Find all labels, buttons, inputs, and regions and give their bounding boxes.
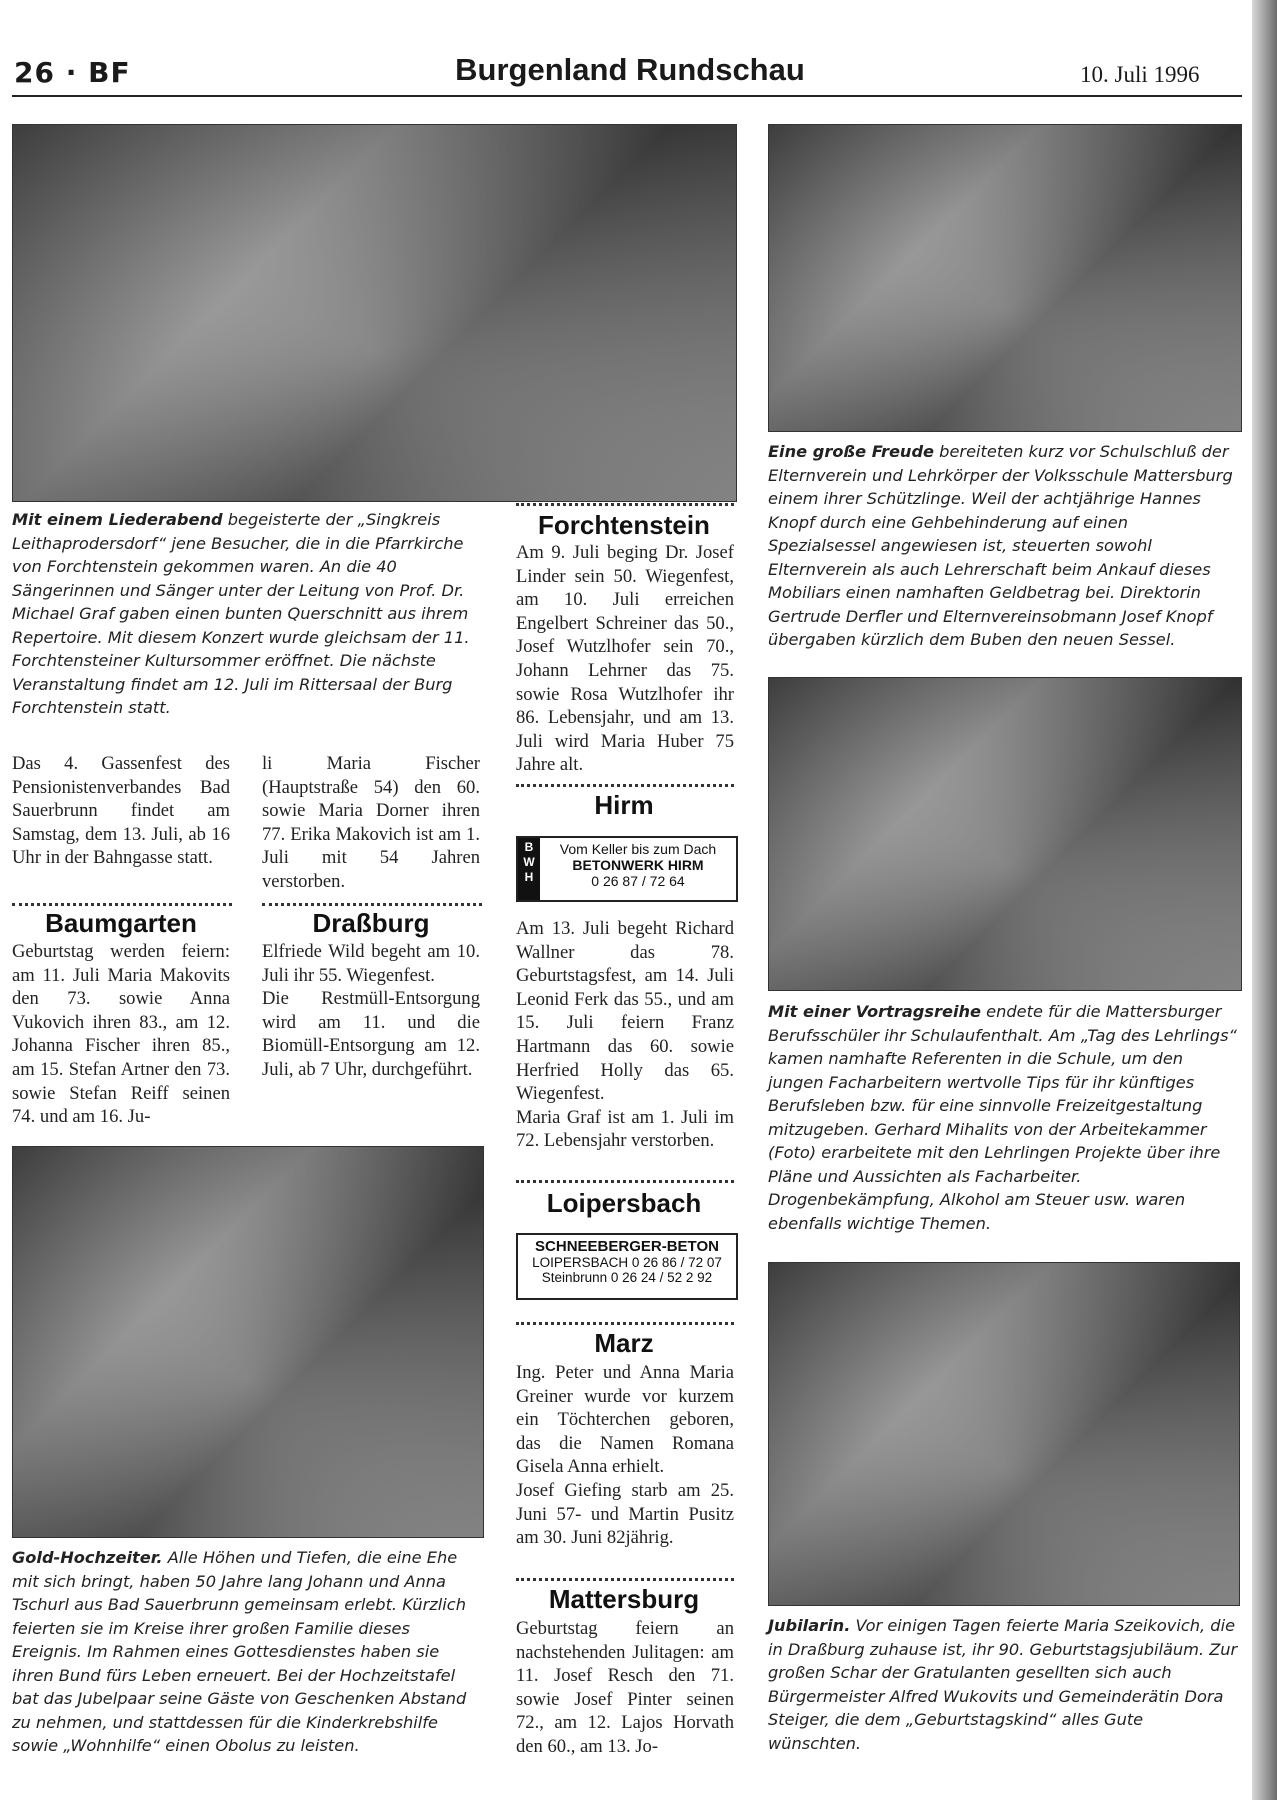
page-number: 26 · BF (14, 56, 131, 89)
article-marz (516, 1361, 734, 1550)
article-baumgarten (12, 940, 230, 1129)
heading-marz: Marz (594, 1328, 654, 1358)
article-forchtenstein (516, 541, 734, 777)
header-rule (12, 95, 1242, 97)
caption-lead: Mit einem Liederabend (12, 510, 223, 529)
heading-loipersbach: Loipersbach (546, 1188, 702, 1218)
birthday-photo (768, 1262, 1240, 1606)
article-text: Maria Graf ist am 1. Juli im 72. Lebensjahr verstorben. (516, 1106, 734, 1152)
ad-line: Steinbrunn 0 26 24 / 52 2 92 (541, 1270, 713, 1285)
ad-betonwerk-hirm (516, 836, 738, 902)
caption-lead: Jubilarin. (768, 1616, 851, 1635)
section-divider (516, 1322, 734, 1325)
section-divider (516, 1578, 734, 1581)
caption-lead: Gold-Hochzeiter. (12, 1548, 163, 1567)
article-hirm (516, 917, 734, 1153)
caption-text: bereiteten kurz vor Schulschluß der Elternverein und Lehrkörper der Volksschule Mattersburg einem ihrer Schützlinge. Weil der achtjährige Hannes Knopf durch eine Gehbehinderung auf einen Spezialsessel angewiesen ist, steuerten sowohl Elternverein als auch Lehrerschaft beim Ankauf dieses Mobiliars einen namhaften Geldbetrag bei. Direktorin Gertrude Derfler und Elternvereinsobmann Josef Knopf übergaben kürzlich dem Buben den neuen Sessel. (768, 442, 1233, 649)
masthead-title: Burgenland Rundschau (455, 52, 805, 87)
article-text: Am 13. Juli begeht Richard Wallner das 78. Geburtstagsfest, am 14. Juli Leonid Ferk das 55., und am 15. Juli feiern Franz Hartmann das 60. sowie Herfried Holly das 65. Wiegenfest. (516, 918, 734, 1105)
heading-drassburg: Draßburg (312, 908, 430, 938)
caption-lead: Eine große Freude (768, 442, 935, 461)
caption-text: begeisterte der „Singkreis Leithaprodersdorf“ jene Besucher, die in die Pfarrkirche von Forchtenstein gekommen waren. An die 40 Sängerinnen und Sänger unter der Leitung von Prof. Dr. Michael Graf gaben einen bunten Querschnitt aus ihrem Repertoire. Mit diesem Konzert wurde gleichsam der 11. Forchtensteiner Kultursommer eröffnet. Die nächste Veranstaltung findet am 12. Juli im Rittersaal der Burg Forchtenstein statt. (12, 510, 470, 717)
ad-schneeberger-beton (516, 1233, 738, 1300)
caption-freude (768, 440, 1240, 652)
article-gassenfest-col1 (12, 752, 230, 870)
classroom-photo (768, 124, 1242, 432)
logo-letter: H (524, 870, 534, 884)
heading-baumgarten: Baumgarten (45, 908, 197, 938)
caption-vortragsreihe (768, 1000, 1240, 1235)
article-text: Am 9. Juli beging Dr. Josef Linder sein 50. Wiegenfest, am 10. Juli erreichen Engelbert Schreiner das 50., Josef Wutzlhofer sein 70., Johann Lehrner das 75. sowie Rosa Wutzlhofer ihr 86. Lebensjahr, und am 13. Juli wird Maria Huber 75 Jahre alt. (516, 542, 734, 776)
lecture-photo (768, 677, 1242, 991)
section-divider (12, 903, 232, 906)
caption-lead: Mit einer Vortragsreihe (768, 1002, 982, 1021)
article-drassburg (262, 940, 480, 1082)
article-gassenfest-col2 (262, 752, 480, 894)
article-text: Das 4. Gassenfest des Pensionistenverbandes Bad Sauerbrunn findet am Samstag, dem 13. Juli, ab 16 Uhr in der Bahngasse statt. (12, 753, 230, 869)
choir-photo (12, 124, 737, 502)
caption-liederabend (12, 508, 492, 720)
caption-goldhochzeit (12, 1546, 482, 1758)
heading-forchtenstein: Forchtenstein (538, 510, 710, 540)
article-text: li Maria Fischer (Hauptstraße 54) den 60. sowie Maria Dorner ihren 77. Erika Makovich ist am 1. Juli mit 54 Jahren verstorben. (262, 753, 480, 892)
ad-line: SCHNEEBERGER-BETON (535, 1238, 719, 1255)
section-divider (516, 503, 734, 506)
article-text: Ing. Peter und Anna Maria Greiner wurde vor kurzem ein Töchterchen geboren, das die Namen Romana Gisela Anna erhielt. (516, 1362, 734, 1478)
article-mattersburg (516, 1617, 734, 1759)
caption-text: Vor einigen Tagen feierte Maria Szeikovich, die in Draßburg zuhause ist, ihr 90. Geburtstagsjubiläum. Zur großen Schar der Gratulanten gesellten sich auch Bürgermeister Alfred Wukovits und Gemeinderätin Dora Steiger, die dem „Geburtstagskind“ alles Gute wünschten. (768, 1616, 1238, 1753)
ad-line: 0 26 87 / 72 64 (591, 873, 685, 889)
article-text: Die Restmüll-Entsorgung wird am 11. und die Biomüll-Entsorgung am 12. Juli, ab 7 Uhr, durchgeführt. (262, 988, 480, 1080)
caption-text: endete für die Mattersburger Berufsschüler ihr Schulaufenthalt. Am „Tag des Lehrlings“ kamen namhafte Referenten in die Schule, um den jungen Facharbeitern wertvolle Tips für ihr künftiges Berufsleben bzw. für eine sinnvolle Freizeitgestaltung mitzugeben. Gerhard Mihalits von der Arbeitekammer (Foto) erarbeitete mit den Lehrlingen Projekte über ihre Pläne und Aussichten als Facharbeiter. Drogenbekämpfung, Alkohol am Steuer usw. waren ebenfalls wichtige Themen. (768, 1002, 1237, 1233)
article-text: Geburtstag feiern an nachstehenden Julitagen: am 11. Josef Resch den 71. sowie Josef Pinter seinen 72., am 12. Lajos Horvath den 60., am 13. Jo- (516, 1618, 734, 1757)
heading-mattersburg: Mattersburg (548, 1584, 700, 1614)
heading-hirm: Hirm (594, 790, 654, 820)
section-divider (262, 903, 482, 906)
caption-jubilarin (768, 1614, 1240, 1755)
logo-letter: W (523, 855, 535, 869)
article-text: Geburtstag werden feiern: am 11. Juli Maria Makovits den 73. sowie Anna Vukovich ihren 83., am 12. Johanna Fischer ihren 85., am 15. Stefan Artner den 73. sowie Stefan Reiff seinen 74. und am 16. Ju- (12, 941, 230, 1128)
page-edge-shadow (1252, 0, 1277, 1800)
gold-wedding-photo (12, 1146, 484, 1538)
section-divider (516, 1180, 734, 1183)
ad-line: LOIPERSBACH 0 26 86 / 72 07 (532, 1255, 722, 1270)
betonwerk-logo (518, 838, 540, 900)
issue-date: 10. Juli 1996 (1080, 62, 1200, 87)
caption-text: Alle Höhen und Tiefen, die eine Ehe mit sich bringt, haben 50 Jahre lang Johann und Anna Tschurl aus Bad Sauerbrunn gemeinsam erlebt. Kürzlich feierten sie im Kreise ihrer großen Familie dieses Ereignis. Im Rahmen eines Gottesdienstes haben sie ihren Bund fürs Leben erneuert. Bei der Hochzeitstafel bat das Jubelpaar seine Gäste von Geschenken Abstand zu nehmen, und stattdessen für die Kinderkrebshilfe sowie „Wohnhilfe“ einen Obolus zu leisten. (12, 1548, 467, 1755)
logo-letter: B (524, 840, 534, 854)
article-text: Elfriede Wild begeht am 10. Juli ihr 55. Wiegenfest. (262, 941, 480, 986)
ad-line: Vom Keller bis zum Dach (559, 841, 717, 857)
ad-line: BETONWERK HIRM (572, 857, 704, 873)
section-divider (516, 784, 734, 787)
article-text: Josef Giefing starb am 25. Juni 57- und Martin Pusitz am 30. Juni 82jährig. (516, 1479, 734, 1549)
